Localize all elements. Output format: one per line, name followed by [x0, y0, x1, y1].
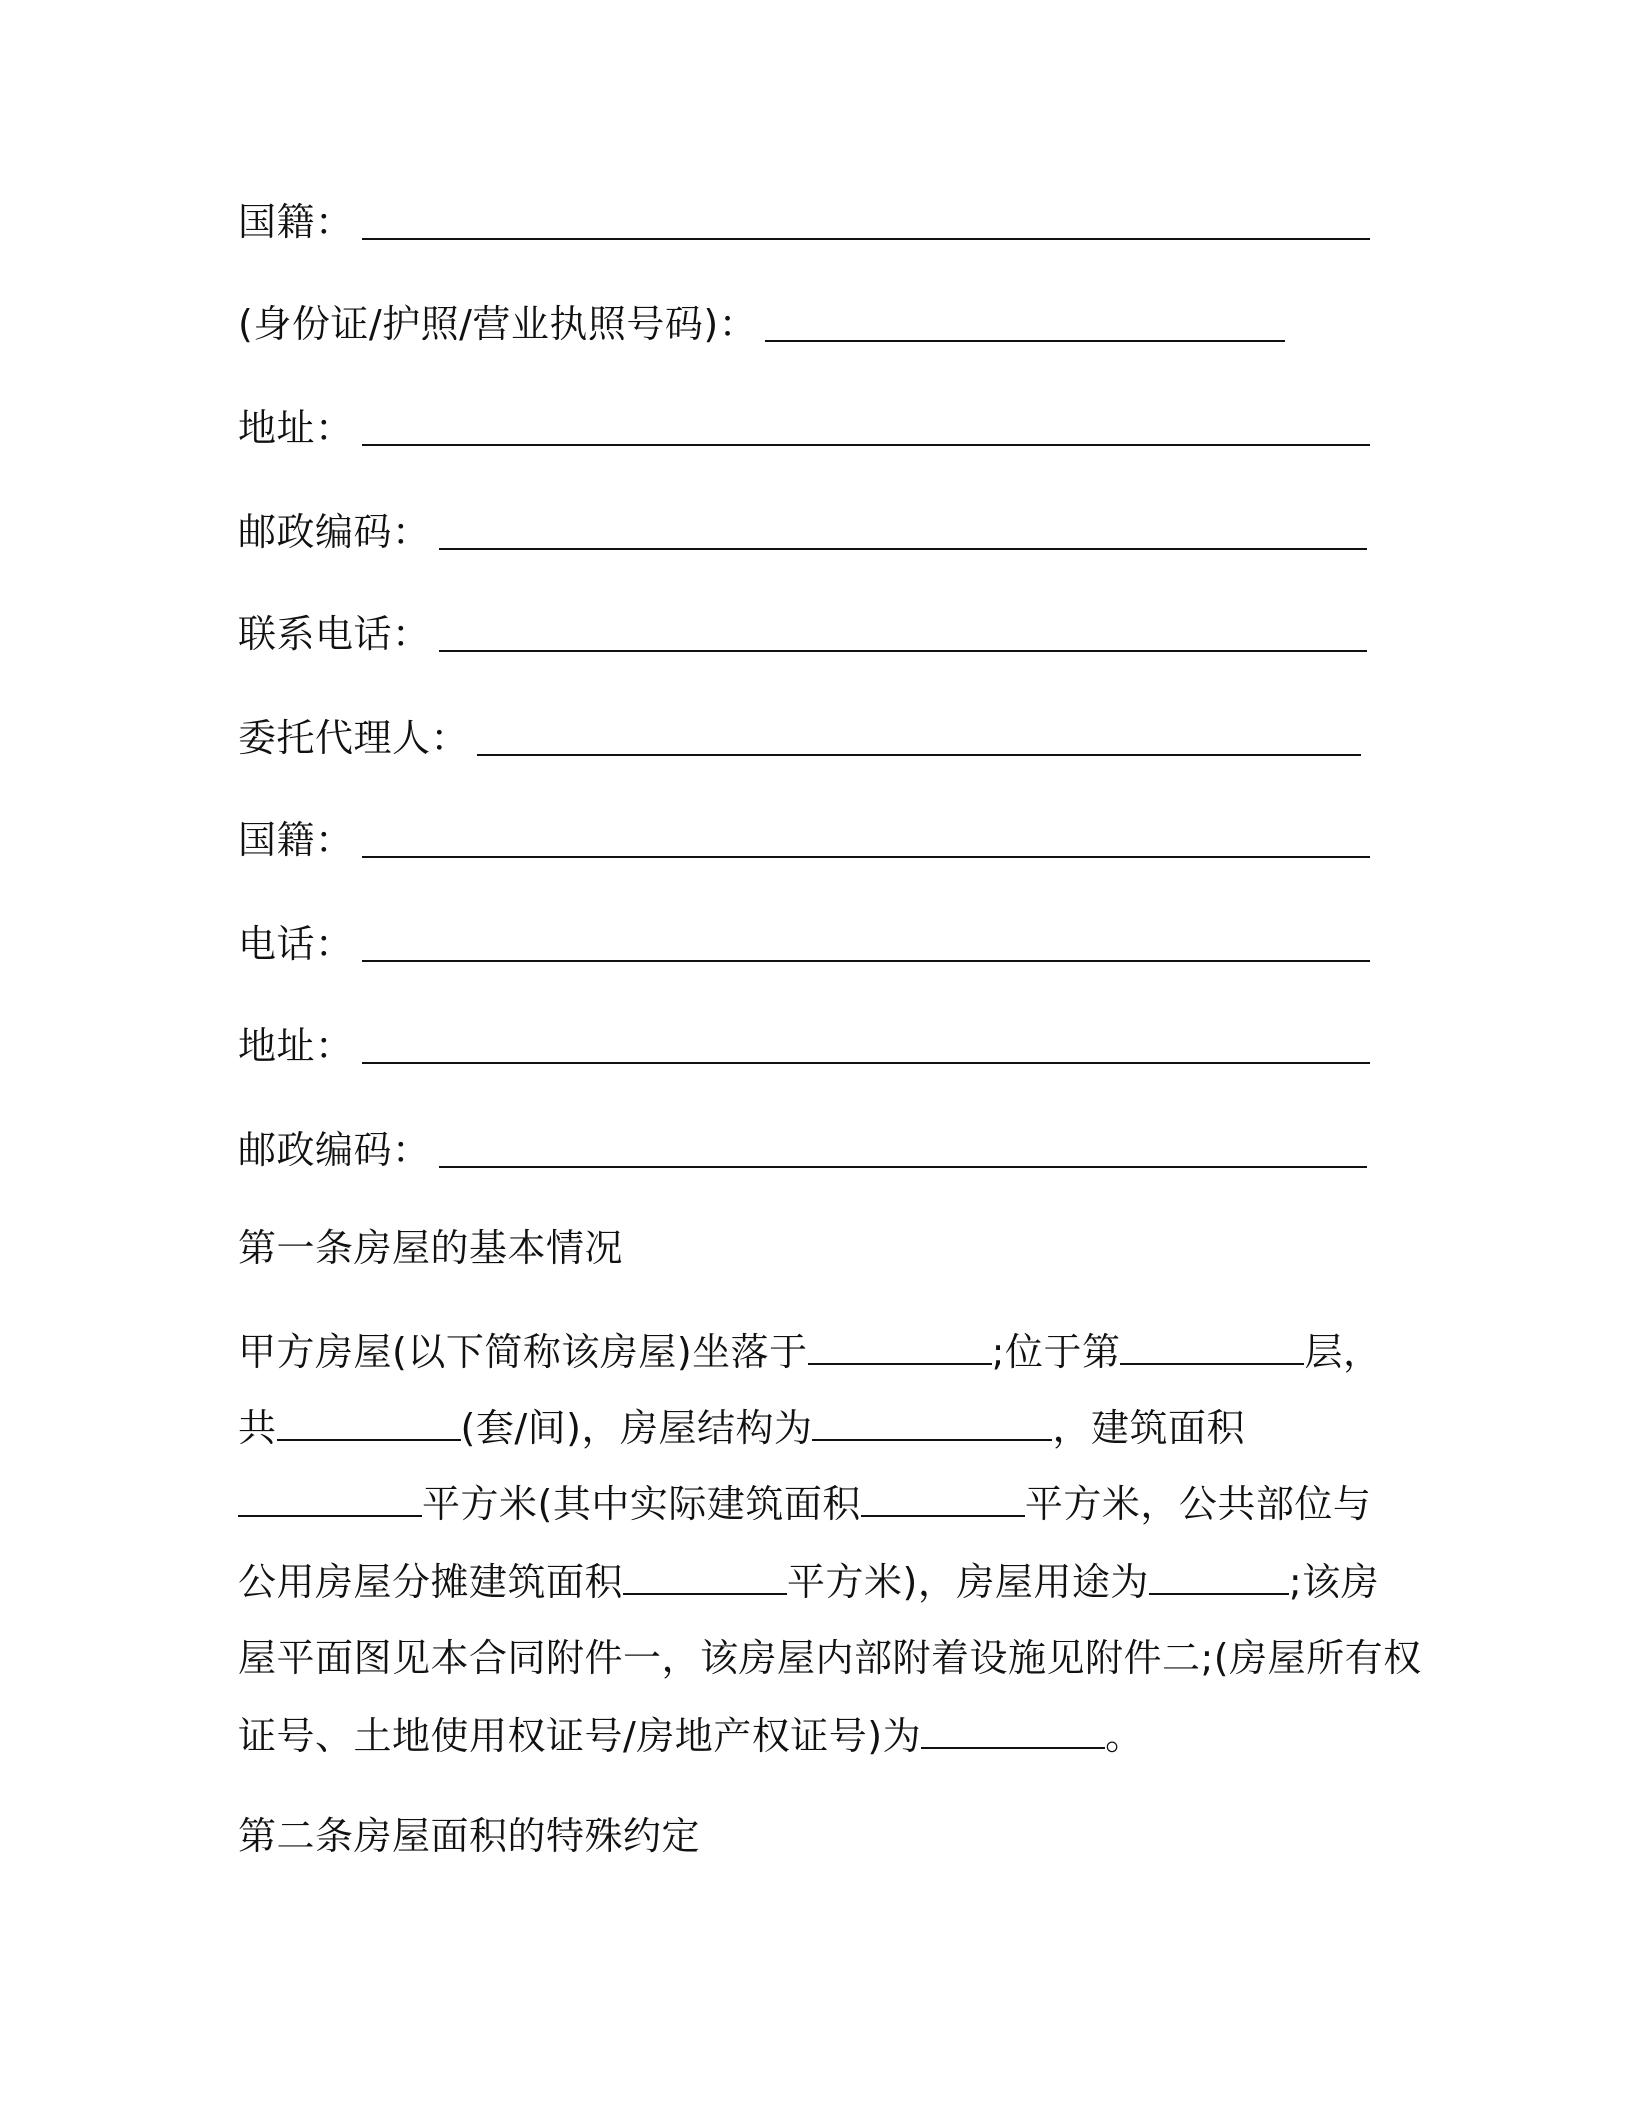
address-field — [238, 402, 1370, 454]
blank-floor[interactable] — [1120, 1327, 1304, 1365]
blank-shared-area[interactable] — [623, 1557, 787, 1595]
paragraph-text: 平方米(其中实际建筑面积 — [422, 1482, 861, 1526]
agent-nationality-field — [238, 814, 1370, 866]
field-label: 地址： — [238, 406, 354, 450]
postal-code-field — [238, 506, 1367, 558]
blank-actual-area[interactable] — [861, 1479, 1025, 1517]
article-2-heading: 第二条房屋面积的特殊约定 — [238, 1814, 701, 1858]
paragraph-text: ;位于第 — [991, 1330, 1121, 1374]
field-label: 国籍： — [238, 200, 354, 244]
field-label: 邮政编码： — [238, 510, 431, 554]
paragraph-text: 层， — [1304, 1330, 1382, 1374]
blank-structure[interactable] — [812, 1403, 1052, 1441]
agent-phone-field — [238, 918, 1370, 970]
article-1-line-2 — [238, 1402, 1245, 1454]
blank-line[interactable] — [439, 548, 1367, 550]
field-label: 委托代理人： — [238, 716, 470, 760]
paragraph-text: ;该房 — [1288, 1560, 1380, 1604]
agent-postal-code-field — [238, 1124, 1367, 1176]
field-label: 邮政编码： — [238, 1128, 431, 1172]
paragraph-text: 甲方房屋(以下简称该房屋)坐落于 — [238, 1330, 808, 1374]
field-label: 国籍： — [238, 818, 354, 862]
field-label: 电话： — [238, 922, 354, 966]
paragraph-text: 平方米)，房屋用途为 — [787, 1560, 1149, 1604]
paragraph-text: 平方米，公共部位与 — [1024, 1482, 1372, 1526]
field-label: 联系电话： — [238, 612, 431, 656]
id-number-field — [238, 298, 1285, 350]
contact-phone-field — [238, 608, 1367, 660]
agent-field — [238, 712, 1361, 764]
paragraph-text: (套/间)，房屋结构为 — [460, 1406, 813, 1450]
article-1-line-4 — [238, 1556, 1379, 1608]
blank-line[interactable] — [362, 444, 1370, 446]
blank-line[interactable] — [439, 1166, 1367, 1168]
blank-location[interactable] — [808, 1327, 992, 1365]
article-1-line-1 — [238, 1326, 1381, 1378]
blank-line[interactable] — [765, 340, 1285, 342]
field-label: 地址： — [238, 1024, 354, 1068]
blank-line[interactable] — [362, 238, 1370, 240]
article-1-heading: 第一条房屋的基本情况 — [238, 1226, 624, 1270]
agent-address-field — [238, 1020, 1370, 1072]
paragraph-text: 共 — [238, 1406, 277, 1450]
field-label: (身份证/护照/营业执照号码)： — [238, 302, 758, 346]
blank-line[interactable] — [439, 650, 1367, 652]
blank-units[interactable] — [277, 1403, 461, 1441]
blank-line[interactable] — [362, 960, 1370, 962]
blank-line[interactable] — [477, 754, 1361, 756]
paragraph-text: 公用房屋分摊建筑面积 — [238, 1560, 624, 1604]
article-1-line-5: 屋平面图见本合同附件一，该房屋内部附着设施见附件二;(房屋所有权 — [238, 1636, 1422, 1680]
paragraph-text: 。 — [1105, 1714, 1144, 1758]
article-1-line-3 — [238, 1478, 1371, 1530]
blank-line[interactable] — [362, 1062, 1370, 1064]
paragraph-text: ，建筑面积 — [1052, 1406, 1245, 1450]
blank-building-area[interactable] — [238, 1479, 422, 1517]
article-1-line-6 — [238, 1710, 1144, 1762]
blank-certificate-number[interactable] — [921, 1711, 1105, 1749]
paragraph-text: 证号、土地使用权证号/房地产权证号)为 — [238, 1714, 922, 1758]
nationality-field — [238, 196, 1370, 248]
blank-line[interactable] — [362, 856, 1370, 858]
blank-usage[interactable] — [1149, 1557, 1289, 1595]
